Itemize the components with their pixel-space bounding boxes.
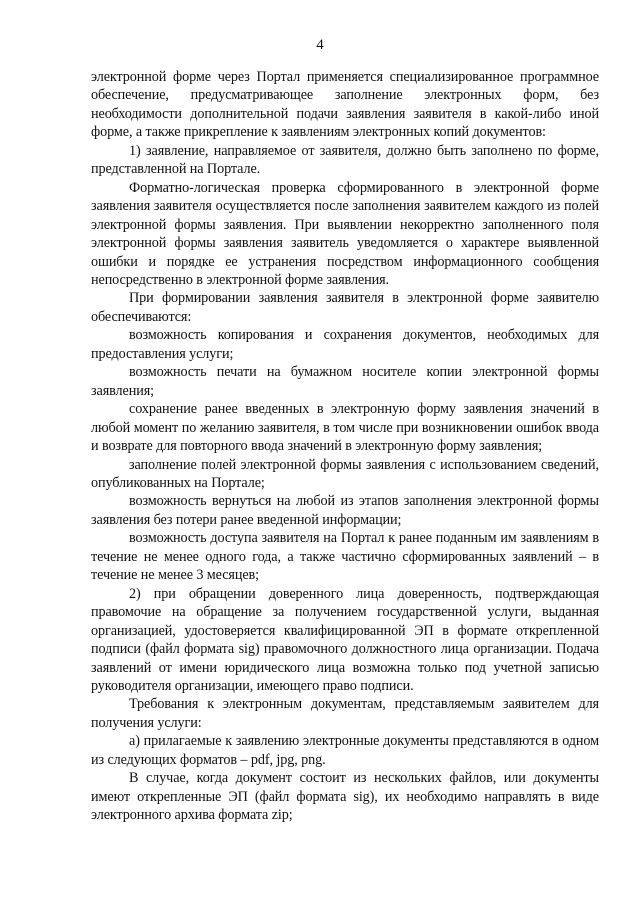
- paragraph-print: возможность печати на бумажном носителе копии электронной формы заявления;: [91, 364, 599, 399]
- page-number: 4: [316, 37, 324, 53]
- paragraph-format-check: Форматно-логическая проверка сформированного в электронной форме заявления заявителя осуществляется после заполнения заявителем каждого из полей электронной формы заявления. При выявлении некорректно заполненного поля электронной формы заявления заявитель уведомляется о характере выявленной ошибки и порядке ее устранения посредством информационного сообщения непосредственно в электронной форме заявления.: [91, 179, 599, 288]
- paragraph-fill-fields: заполнение полей электронной формы заявления с использованием сведений, опубликованных на Портале;: [91, 456, 599, 491]
- paragraph-portal-software: электронной форме через Портал применяется специализированное программное обеспечение, предусматривающее заполнение электронных форм, без необходимости дополнительной подачи заявления заявителя в какой-либо иной форме, а также прикрепление к заявлениям электронных копий документов:: [91, 69, 599, 141]
- document-body: [91, 68, 599, 825]
- paragraph-document-requirements: Требования к электронным документам, представляемым заявителем для получения услуги:: [91, 696, 599, 731]
- paragraph-return-stage: возможность вернуться на любой из этапов заполнения электронной формы заявления без потери ранее введенной информации;: [91, 493, 599, 528]
- paragraph-proxy: 2) при обращении доверенного лица доверенность, подтверждающая правомочие на обращение за получением государственной услуги, выданная организацией, удостоверяется квалифицированной ЭП в формате открепленной подписи (файл формата sig) правомочного должностного лица организации. Подача заявлений от имени юридического лица возможна только под учетной записью руководителя организации, имеющего право подписи.: [91, 585, 599, 694]
- paragraph-zip-archive: В случае, когда документ состоит из нескольких файлов, или документы имеют открепленные ЭП (файл формата sig), их необходимо направлять в виде электронного архива формата zip;: [91, 770, 599, 824]
- paragraph-applicant-provisions: При формировании заявления заявителя в электронной форме заявителю обеспечиваются:: [91, 290, 599, 325]
- paragraph-save-values: сохранение ранее введенных в электронную форму заявления значений в любой момент по желанию заявителя, в том числе при возникновении ошибок ввода и возврате для повторного ввода значений в электронную форму заявления;: [91, 401, 599, 455]
- paragraph-formats: а) прилагаемые к заявлению электронные документы представляются в одном из следующих форматов – pdf, jpg, png.: [91, 733, 599, 768]
- paragraph-copy-save: возможность копирования и сохранения документов, необходимых для предоставления услуги;: [91, 327, 599, 362]
- paragraph-application-form: 1) заявление, направляемое от заявителя, должно быть заполнено по форме, представленной на Портале.: [91, 142, 599, 178]
- paragraph-access-history: возможность доступа заявителя на Портал к ранее поданным им заявлениям в течение не менее одного года, а также частично сформированных заявлений – в течение не менее 3 месяцев;: [91, 530, 599, 584]
